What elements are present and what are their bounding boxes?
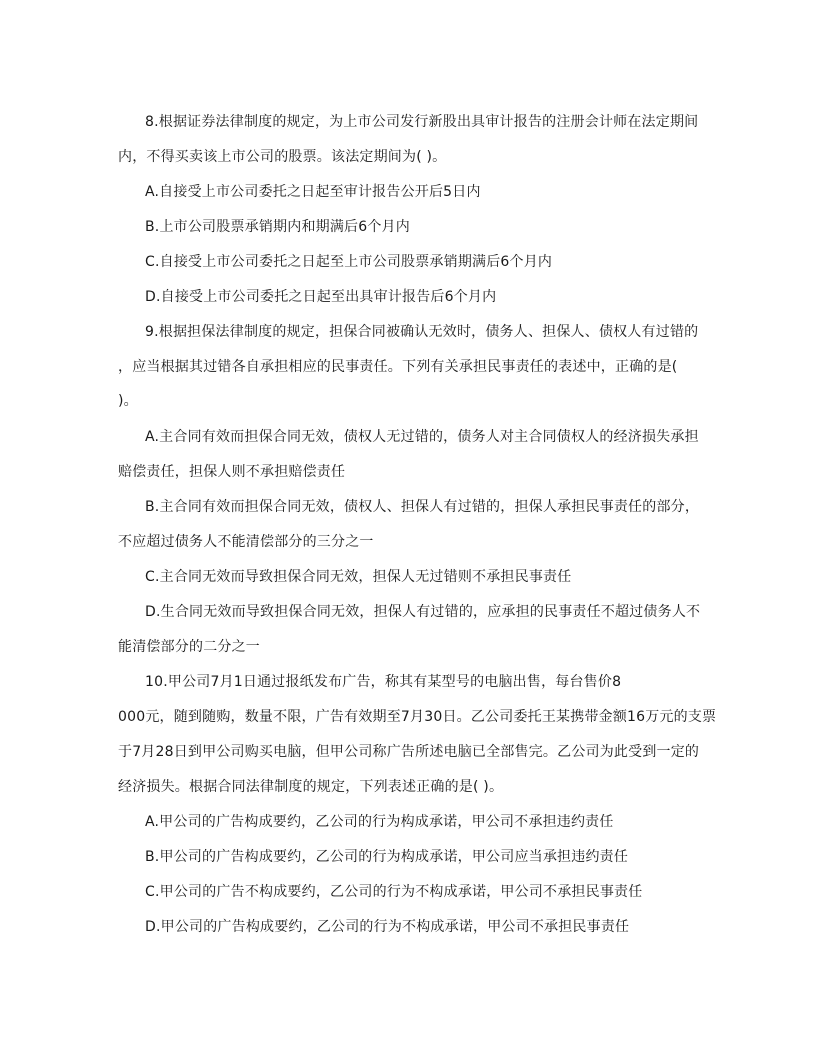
question-10-option-c: C.甲公司的广告不构成要约，乙公司的行为不构成承诺，甲公司不承担民事责任: [145, 884, 643, 900]
question-8-option-d: D.自接受上市公司委托之日起至出具审计报告后6个月内: [145, 289, 497, 305]
question-10-option-b: B.甲公司的广告构成要约，乙公司的行为构成承诺，甲公司应当承担违约责任: [145, 849, 629, 865]
question-9-stem-line-2: ，应当根据其过错各自承担相应的民事责任。下列有关承担民事责任的表述中，正确的是(: [118, 359, 678, 375]
question-10-stem-line-2: 000元，随到随购，数量不限，广告有效期至7月30日。乙公司委托王某携带金额16万元的支票: [118, 709, 717, 725]
question-8-option-a: A.自接受上市公司委托之日起至审计报告公开后5日内: [145, 184, 481, 200]
question-8-option-c: C.自接受上市公司委托之日起至上市公司股票承销期满后6个月内: [145, 254, 553, 270]
question-10-stem-line-1: 10.甲公司7月1日通过报纸发布广告，称其有某型号的电脑出售，每台售价8: [145, 674, 622, 690]
question-9-option-b-line-1: B.主合同有效而担保合同无效，债权人、担保人有过错的，担保人承担民事责任的部分，: [145, 499, 700, 515]
question-9-option-d-line-2: 能清偿部分的二分之一: [118, 639, 260, 655]
question-9-option-c: C.主合同无效而导致担保合同无效，担保人无过错则不承担民事责任: [145, 569, 572, 585]
question-10-stem-line-4: 经济损失。根据合同法律制度的规定，下列表述正确的是( )。: [118, 779, 504, 795]
question-10-option-d: D.甲公司的广告构成要约，乙公司的行为不构成承诺，甲公司不承担民事责任: [145, 919, 630, 935]
question-9-stem-line-3: )。: [118, 393, 138, 409]
question-10-stem-line-3: 于7月28日到甲公司购买电脑，但甲公司称广告所述电脑已全部售完。乙公司为此受到一定的: [118, 744, 700, 760]
question-8-option-b: B.上市公司股票承销期内和期满后6个月内: [145, 219, 410, 235]
question-8-stem-line-1: 8.根据证券法律制度的规定，为上市公司发行新股出具审计报告的注册会计师在法定期间: [145, 114, 699, 130]
question-9-option-d-line-1: D.生合同无效而导致担保合同无效，担保人有过错的，应承担的民事责任不超过债务人不: [145, 604, 701, 620]
question-9-stem-line-1: 9.根据担保法律制度的规定，担保合同被确认无效时，债务人、担保人、债权人有过错的: [145, 324, 699, 340]
question-8-stem-line-2: 内，不得买卖该上市公司的股票。该法定期间为( )。: [118, 149, 447, 165]
question-9-option-b-line-2: 不应超过债务人不能清偿部分的三分之一: [118, 534, 374, 550]
question-9-option-a-line-1: A.主合同有效而担保合同无效，债权人无过错的，债务人对主合同债权人的经济损失承担: [145, 429, 699, 445]
question-10-option-a: A.甲公司的广告构成要约，乙公司的行为构成承诺，甲公司不承担违约责任: [145, 814, 614, 830]
question-9-option-a-line-2: 赔偿责任，担保人则不承担赔偿责任: [118, 464, 346, 480]
